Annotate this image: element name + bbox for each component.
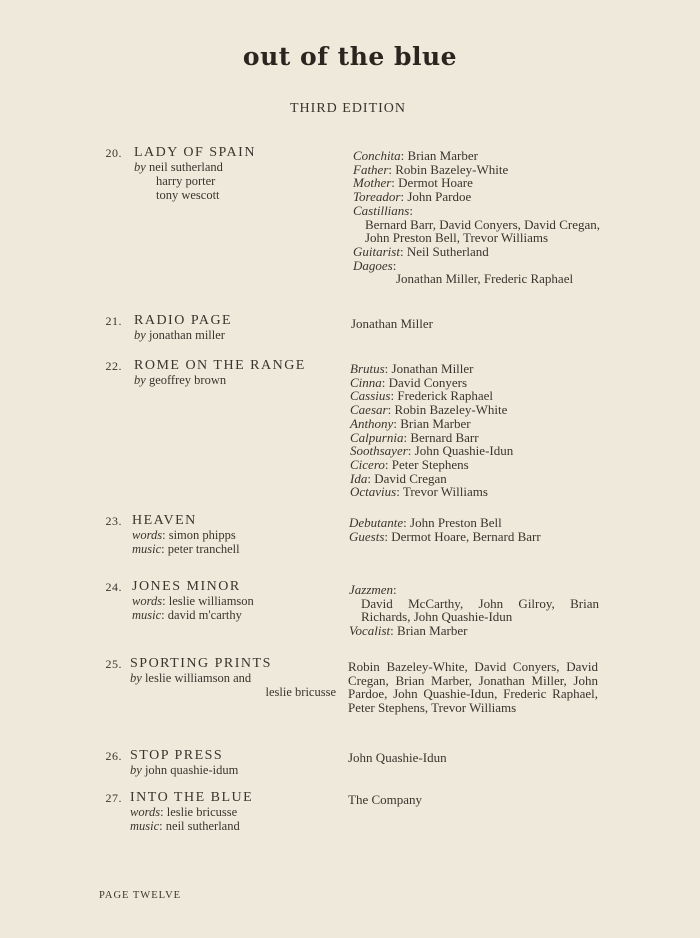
author-name: leslie bricusse	[265, 685, 336, 699]
lyricist-name: leslie williamson	[168, 594, 254, 608]
cast-list: Conchita: Brian Marber Father: Robin Bazeley-White Mother: Dermot Hoare Toreador: John Pardoe Castillians: Bernard Barr, David Conyers, David Cregan, John Preston Bell, Trevor Williams Guitarist: Neil Sutherland Dagoes: Jonathan Miller, Frederic Raphael	[353, 148, 600, 287]
role-name: Octavius	[350, 484, 397, 500]
cast-list	[351, 317, 607, 331]
cast-list	[348, 793, 604, 807]
role-name: Caesar	[350, 402, 388, 418]
performer-name: Robin Bazeley-White	[395, 161, 509, 177]
cast-list	[348, 660, 598, 715]
words-label: words	[130, 805, 161, 819]
performer-name: Dermot Hoare, Bernard Barr	[391, 528, 541, 544]
role-name: Debutante	[349, 515, 404, 530]
role-name: Ida	[350, 470, 368, 486]
song-title: SPORTING PRINTS	[130, 656, 272, 671]
performer-name: Brian Marber	[397, 623, 468, 639]
author-credits	[134, 160, 349, 202]
author-name: neil sutherland	[148, 160, 223, 174]
author-name: john quashie-idum	[144, 763, 239, 777]
item-credits	[130, 656, 340, 699]
performer-names: Robin Bazeley-White, David Conyers, David Cregan, Brian Marber, Jonathan Miller, John Pardoe, John Quashie-Idun, Frederic Raphael, Peter Stephens, Trevor Williams	[348, 659, 598, 716]
role-name: Jazzmen	[349, 582, 394, 597]
performer-name: Peter Stephens	[391, 456, 469, 472]
role-name: Conchita	[353, 148, 401, 163]
performer-name: Frederick Raphael	[397, 388, 493, 404]
composer-name: peter tranchell	[167, 542, 240, 556]
item-credits	[134, 313, 349, 342]
song-title: INTO THE BLUE	[130, 790, 254, 805]
performer-name: Brian Marber	[400, 415, 471, 431]
by-label: by	[130, 671, 142, 685]
role-name: Toreador	[353, 189, 401, 205]
composer-name: david m'carthy	[167, 608, 242, 622]
lyricist-name: simon phipps	[168, 528, 236, 542]
item-number: 20.	[105, 146, 122, 160]
performer-names: Bernard Barr, David Conyers, David Cregan, John Preston Bell, Trevor Williams	[365, 216, 600, 246]
composer-name: neil sutherland	[165, 819, 240, 833]
page-title: out of the blue	[242, 42, 458, 71]
cast-list: Jazzmen: David McCarthy, John Gilroy, Brian Richards, John Quashie-Idun Vocalist: Brian Marber	[349, 582, 599, 639]
by-label: by	[134, 328, 146, 342]
item-number: 26.	[105, 749, 122, 763]
role-name: Mother	[353, 175, 392, 191]
performer-name: Brian Marber	[407, 148, 478, 163]
performer-name: David Cregan	[374, 470, 447, 486]
item-number: 21.	[105, 314, 122, 328]
music-label: music	[132, 608, 162, 622]
performer-names: David McCarthy, John Gilroy, Brian Richards, John Quashie-Idun	[361, 595, 599, 625]
role-name: Vocalist	[349, 623, 391, 639]
role-name: Cicero	[350, 456, 385, 472]
words-label: words	[132, 594, 163, 608]
performer-name: John Quashie-Idun	[348, 750, 447, 765]
performer-name: Bernard Barr	[410, 429, 479, 445]
performer-name: John Preston Bell	[410, 515, 502, 530]
edition-heading: THIRD EDITION	[290, 101, 407, 116]
role-name: Castillians	[353, 202, 410, 218]
role-name: Brutus	[350, 361, 385, 376]
by-label: by	[134, 160, 146, 174]
author-name: leslie williamson and	[144, 671, 252, 685]
song-title: JONES MINOR	[132, 579, 241, 594]
cast-list: Debutante: John Preston Bell Guests: Dermot Hoare, Bernard Barr	[349, 515, 541, 544]
performer-name: Jonathan Miller	[391, 361, 474, 376]
performer-name: Neil Sutherland	[406, 243, 489, 259]
item-credits: JONES MINOR words: leslie williamson music: david m'carthy	[132, 579, 347, 622]
item-number: 24.	[105, 580, 122, 594]
song-title: ROME ON THE RANGE	[134, 358, 306, 373]
item-credits: INTO THE BLUE words: leslie bricusse music: neil sutherland	[130, 790, 345, 833]
music-label: music	[130, 819, 160, 833]
page-footer: PAGE TWELVE	[99, 890, 182, 901]
role-name: Calpurnia	[350, 429, 404, 445]
performer-name: John Quashie-Idun	[414, 443, 514, 459]
role-name: Anthony	[350, 415, 394, 431]
author-name: harry porter	[156, 174, 216, 188]
performer-name: Jonathan Miller	[351, 316, 433, 331]
cast-list	[348, 751, 604, 765]
item-credits: HEAVEN words: simon phipps music: peter tranchell	[132, 513, 347, 556]
item-number: 22.	[105, 359, 122, 373]
role-name: Dagoes	[353, 257, 393, 273]
role-name: Guitarist	[353, 243, 400, 259]
words-label: words	[132, 528, 163, 542]
role-name: Cinna	[350, 374, 382, 390]
item-number: 23.	[105, 514, 122, 528]
cast-list: Brutus: Jonathan Miller Cinna: David Conyers Cassius: Frederick Raphael Caesar: Robin Bazeley-White Anthony: Brian Marber Calpurnia: Bernard Barr Soothsayer: John Quashie-Idun Cicero: Peter Stephens Ida: David Cregan Octavius: Trevor Williams	[350, 361, 514, 500]
item-number: 27.	[105, 791, 122, 805]
role-name: Soothsayer	[350, 443, 408, 459]
lyricist-name: leslie bricusse	[166, 805, 238, 819]
music-label: music	[132, 542, 162, 556]
song-title: STOP PRESS	[130, 748, 224, 763]
performer-name: John Pardoe	[407, 189, 472, 205]
performer-name: The Company	[348, 792, 423, 807]
role-name: Cassius	[350, 388, 391, 404]
author-name: tony wescott	[156, 188, 220, 202]
performer-name: David Conyers	[388, 374, 468, 390]
performer-name: Trevor Williams	[402, 484, 488, 500]
item-credits	[134, 358, 349, 387]
author-name: jonathan miller	[148, 328, 225, 342]
author-name: geoffrey brown	[148, 373, 227, 387]
item-credits	[130, 748, 345, 777]
performer-names: Jonathan Miller, Frederic Raphael	[396, 271, 574, 287]
song-title: RADIO PAGE	[134, 313, 233, 328]
by-label: by	[130, 763, 142, 777]
by-label: by	[134, 373, 146, 387]
item-number: 25.	[105, 657, 122, 671]
role-name: Guests	[349, 528, 385, 544]
performer-name: Robin Bazeley-White	[394, 402, 508, 418]
role-name: Father	[353, 161, 389, 177]
item-credits	[134, 145, 349, 202]
song-title: LADY OF SPAIN	[134, 145, 256, 160]
song-title: HEAVEN	[132, 513, 197, 528]
performer-name: Dermot Hoare	[398, 175, 473, 191]
